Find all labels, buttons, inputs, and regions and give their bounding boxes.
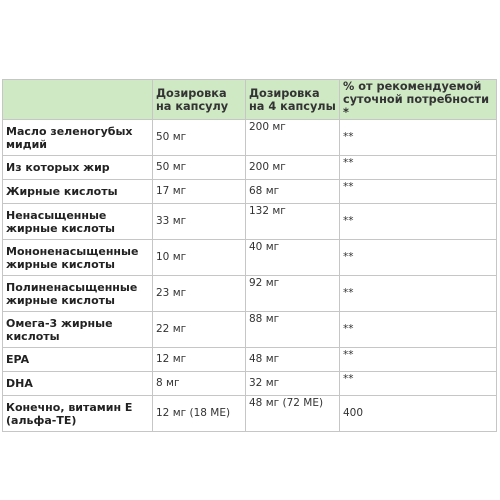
nutrition-table [2, 79, 497, 432]
row-name: Ненасыщенные жирные кислоты [3, 204, 153, 240]
row-pct: ** [340, 276, 497, 312]
header-daily-percent: % от рекомендуемой суточной потребности * [340, 80, 497, 120]
row-per-4: 68 мг [246, 180, 340, 204]
row-pct: ** [340, 120, 497, 156]
row-name: Полиненасыщенные жирные кислоты [3, 276, 153, 312]
table-row [3, 120, 497, 156]
row-per-capsule: 17 мг [153, 180, 246, 204]
row-per-4: 88 мг [246, 312, 340, 348]
row-pct: ** [340, 372, 497, 396]
table-row [3, 204, 497, 240]
row-per-capsule: 50 мг [153, 120, 246, 156]
row-per-4: 132 мг [246, 204, 340, 240]
row-per-capsule: 12 мг [153, 348, 246, 372]
table-row [3, 276, 497, 312]
row-per-capsule: 23 мг [153, 276, 246, 312]
row-name: DHA [3, 372, 153, 396]
header-per-capsule: Дозировка на капсулу [153, 80, 246, 120]
table-row [3, 348, 497, 372]
row-pct: ** [340, 348, 497, 372]
row-per-4: 48 мг (72 МЕ) [246, 396, 340, 432]
row-per-4: 32 мг [246, 372, 340, 396]
row-per-capsule: 22 мг [153, 312, 246, 348]
row-pct: 400 [340, 396, 497, 432]
row-name: EPA [3, 348, 153, 372]
row-per-4: 200 мг [246, 156, 340, 180]
row-per-capsule: 10 мг [153, 240, 246, 276]
row-name: Жирные кислоты [3, 180, 153, 204]
row-pct: ** [340, 240, 497, 276]
row-per-capsule: 50 мг [153, 156, 246, 180]
table-row [3, 156, 497, 180]
row-per-capsule: 12 мг (18 МЕ) [153, 396, 246, 432]
row-per-capsule: 8 мг [153, 372, 246, 396]
row-per-4: 48 мг [246, 348, 340, 372]
row-per-4: 40 мг [246, 240, 340, 276]
row-pct: ** [340, 180, 497, 204]
row-per-4: 200 мг [246, 120, 340, 156]
row-name: Из которых жир [3, 156, 153, 180]
row-pct: ** [340, 156, 497, 180]
table-row [3, 396, 497, 432]
row-name: Мононенасыщенные жирные кислоты [3, 240, 153, 276]
row-name: Омега-3 жирные кислоты [3, 312, 153, 348]
table-row [3, 312, 497, 348]
table-row [3, 372, 497, 396]
row-pct: ** [340, 204, 497, 240]
row-name: Масло зеленогубых мидий [3, 120, 153, 156]
row-per-4: 92 мг [246, 276, 340, 312]
header-per-4-capsules: Дозировка на 4 капсулы [246, 80, 340, 120]
row-name: Конечно, витамин Е (альфа-ТЕ) [3, 396, 153, 432]
table-header-row [3, 80, 497, 120]
table-row [3, 180, 497, 204]
row-pct: ** [340, 312, 497, 348]
row-per-capsule: 33 мг [153, 204, 246, 240]
header-name [3, 80, 153, 120]
table-row [3, 240, 497, 276]
